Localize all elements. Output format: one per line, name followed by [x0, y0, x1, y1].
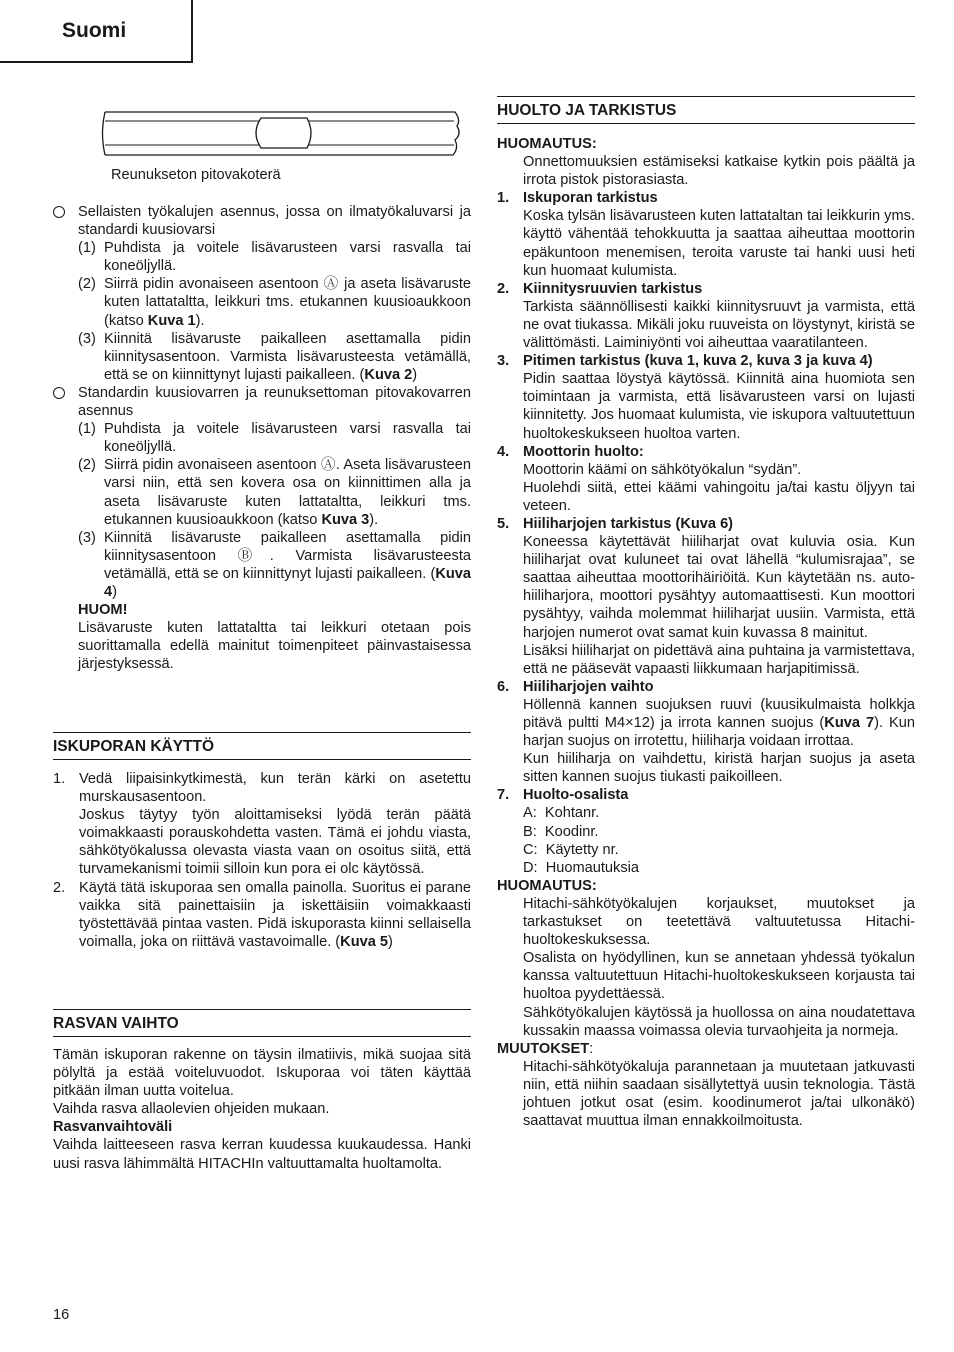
maintenance-instructions: [497, 135, 915, 1130]
item-title: 7. Huolto-osalista: [497, 787, 629, 804]
section-heading-grease: RASVAN VAIHTO: [53, 1009, 471, 1037]
caution-text: Osalista on hyödyllinen, kun se annetaan yhdessä työkalun kanssa valtuutettuun Hitachi-huoltokeskukseen korjausta tai huoltoa pyydettäessä.: [523, 950, 915, 1003]
grease-instructions: [53, 1046, 471, 1173]
parts-list-line: B: Koodinr.: [523, 823, 599, 840]
item-text: Huolehdi siitä, ettei käämi vahingoitu ja/tai kastu öljyyn tai veteen.: [523, 479, 915, 514]
subheading: Rasvanvaihtoväli: [53, 1119, 173, 1136]
item-title: 5. Hiiliharjojen tarkistus (Kuva 6): [497, 515, 734, 532]
item-text: Tarkista säännöllisesti kaikki kiinnitysruuvt ja varmista, että ne ovat tiukassa. Mikäli joku ruuveista on löystynyt, kiristä se välittömästi. Laiminiyönti voi aiheuttaa vaaratilanteen.: [523, 298, 915, 352]
bullet-item: Sellaisten työkalujen asennus, jossa on ilmatyökaluvarsi ja standardi kuusiovarsi: [53, 203, 471, 239]
step-item: (1) Puhdista ja voitele lisävarusteen varsi rasvalla tai koneöljyllä.: [78, 240, 471, 275]
caution-text: Sähkötyökalujen käytössä ja huollossa on aina noudatettava kussakin maassa voimassa olevia turvaohjeita ja normeja.: [523, 1004, 915, 1039]
item-title: 4. Moottorin huolto:: [497, 443, 644, 460]
item-title: 6. Hiiliharjojen vaihto: [497, 678, 654, 695]
section-heading-use: ISKUPORAN KÄYTTÖ: [53, 732, 471, 760]
parts-list-line: A: Kohtanr.: [523, 805, 600, 822]
caution-text: Onnettomuuksien estämiseksi katkaise kytkin pois päältä ja irrota pistok pistorasiasta.: [523, 154, 915, 189]
paragraph: Vaihda laitteeseen rasva kerran kuudessa kuukaudessa. Hanki uusi rasva lähimmältä HITACHIn valtuuttamalta huoltamolta.: [53, 1137, 471, 1172]
page-number: 16: [53, 1307, 70, 1323]
item-text: Höllennä kannen suojuksen ruuvi (kuusikulmaista holkkja pitävä pultti M4×12) ja irrota kannen suojus (Kuva 7). Kun harjan suojus on irrotettu, hiiliharja voidaan irrottaa.: [523, 696, 916, 750]
section-heading-maintenance: HUOLTO JA TARKISTUS: [497, 96, 915, 124]
installation-instructions: [53, 203, 471, 673]
item-text: Pidin saattaa löystyä käytössä. Kiinnitä aina huomiota sen toimintaan ja varmista, että lisävarusteen varsi on lujasti kiinnitetty. Jos huomaat kulumista, vie iskupora valtuutettuun huoltokeskukseen huoltoa varten.: [523, 371, 915, 442]
numbered-item: 1. Vedä liipaisinkytkimestä, kun terän kärki on asetettu murskausasentoon. Joskus täytyy työn aloittamiseksi lyödä terän päätä voimakkaasti porauskohdetta vasten. Tämä ei johdu viasta, sähkötyökalussa olevasta viasta vaan on osoitus siitä, että turvamekanismi toimii silloin kun pora ei olc käytössä.: [53, 771, 471, 878]
bullet-item: Standardin kuusiovarren ja reunuksettoman pitovakovarren asennus: [53, 384, 471, 420]
paragraph: Vaihda rasva allaolevien ohjeiden mukaan.: [53, 1101, 330, 1118]
step-item: (3) Kiinnitä lisävaruste paikalleen asettamalla pidin kiinnitysasentoon Ⓑ. Varmista lisävarusteesta vetämällä, että se on kiinnittynyt lujasti paikalleen. (Kuva 4): [78, 529, 471, 600]
chisel-bit-illustration: [101, 108, 463, 160]
item-text: Kun hiiliharja on vaihdettu, kiristä harjan suojus ja aseta sitten kannen suojus tiukasti paikoilleen.: [523, 751, 915, 786]
circle-bullet-icon: [53, 387, 65, 399]
note-text: Lisävaruste kuten lattataltta tai leikkuri otetaan pois suorittamalla edellä mainitut toimenpiteet päinvastaisessa järjestyksessä.: [78, 620, 471, 673]
step-item: (1) Puhdista ja voitele lisävarusteen varsi rasvalla tai koneöljyllä.: [78, 421, 471, 456]
parts-list-line: D: Huomautuksia: [523, 859, 639, 876]
step-item: (2) Siirrä pidin avonaiseen asentoon Ⓐ. Aseta lisävarusteen varsi niin, että sen kovera osa on kiinnittimen alla ja aseta lisävaruste kuten lattataltta, leikkuri tms. etukannen kuusioaukkoon (katso Kuva 3).: [78, 457, 471, 528]
changes-text: Hitachi-sähkötyökaluja parannetaan ja muutetaan jatkuvasti niin, että niihin saadaan sisällytettyä uusin teknologia. Tästä johtuen jotkut osat (esim. koodinumerot ja/tai ulkonäkö) saattavat muuttua ilman ennakkoilmoitusta.: [523, 1058, 915, 1130]
paragraph: Tämän iskuporan rakenne on täysin ilmatiivis, mikä suojaa sitä pölyltä ja estää voiteluvuodot. Iskuporaa voi täten käyttää pitkään ilman uutta voitelua.: [53, 1047, 471, 1100]
caution-text: Hitachi-sähkötyökalujen korjaukset, muutokset ja tarkastukset on teetettävä valtuutetussa Hitachi-huoltokeskuksessa.: [523, 895, 915, 949]
item-title: 1. Iskuporan tarkistus: [497, 190, 658, 207]
changes-title: MUUTOKSET:: [497, 1040, 594, 1057]
figure-caption: Reunukseton pitovakoterä: [111, 167, 281, 183]
use-instructions: [53, 770, 471, 951]
note-title: HUOM!: [78, 602, 128, 619]
step-item: (3) Kiinnitä lisävaruste paikalleen asettamalla pidin kiinnitysasentoon. Varmista lisävarusteesta vetämällä, että se on kiinnittynyt lujasti paikalleen. (Kuva 2): [78, 330, 471, 383]
item-text: Lisäksi hiiliharjat on pidettävä aina puhtaina ja varmistettava, että ne pääsevät vapaasti liikkumaan harjapitimissä.: [523, 642, 915, 677]
parts-list-line: C: Käytetty nr.: [523, 841, 619, 858]
item-title: 3. Pitimen tarkistus (kuva 1, kuva 2, kuva 3 ja kuva 4): [497, 353, 873, 370]
language-label: Suomi: [62, 19, 127, 42]
circle-bullet-icon: [53, 206, 65, 218]
language-tab: [0, 0, 193, 63]
caution-title: HUOMAUTUS:: [497, 877, 597, 894]
item-text: Koska tylsän lisävarusteen kuten lattataltan tai leikkurin yms. käyttö vähentää tehokkuutta ja saattaa aiheuttaa moottorin epäkuntoon menemisen, teroita varuste tai hanki uusi heti kun huomaat kulumista.: [523, 208, 915, 279]
item-title: 2. Kiinnitysruuvien tarkistus: [497, 280, 703, 297]
item-text: Moottorin käämi on sähkötyökalun “sydän”.: [523, 461, 802, 478]
numbered-item: 2. Käytä tätä iskuporaa sen omalla painolla. Suoritus ei parane vaikka sitä painettaisiin ja iskettäisiin voimakkaasti työstettävää pintaa vasten. Pidä iskuporasta kiinni sellaisella voimalla, joka on riittävä vastavoimalle. (Kuva 5): [53, 879, 471, 950]
step-item: (2) Siirrä pidin avonaiseen asentoon Ⓐ ja aseta lisävaruste kuten lattataltta, leikkuri tms. etukannen kuusioaukkoon (katso Kuva 1).: [78, 276, 471, 329]
caution-title: HUOMAUTUS:: [497, 136, 597, 152]
item-text: Koneessa käytettävät hiiliharjat ovat kuluvia osia. Kun hiiliharjat ovat kuluneet tai ovat lähellä “kulumisrajaa”, se saattaa aiheuttaa moottorihäiriöitä. Kun käytetään ns. auto-hiiliharjora, moottori pysähtyy automaattisesti. Kun moottori pysähtyy, vaihda molemmat hiiliharjat uusiin. Varmista, että harjojen numerot ovat samat kuin kuvassa 8 mainitut.: [523, 534, 915, 641]
